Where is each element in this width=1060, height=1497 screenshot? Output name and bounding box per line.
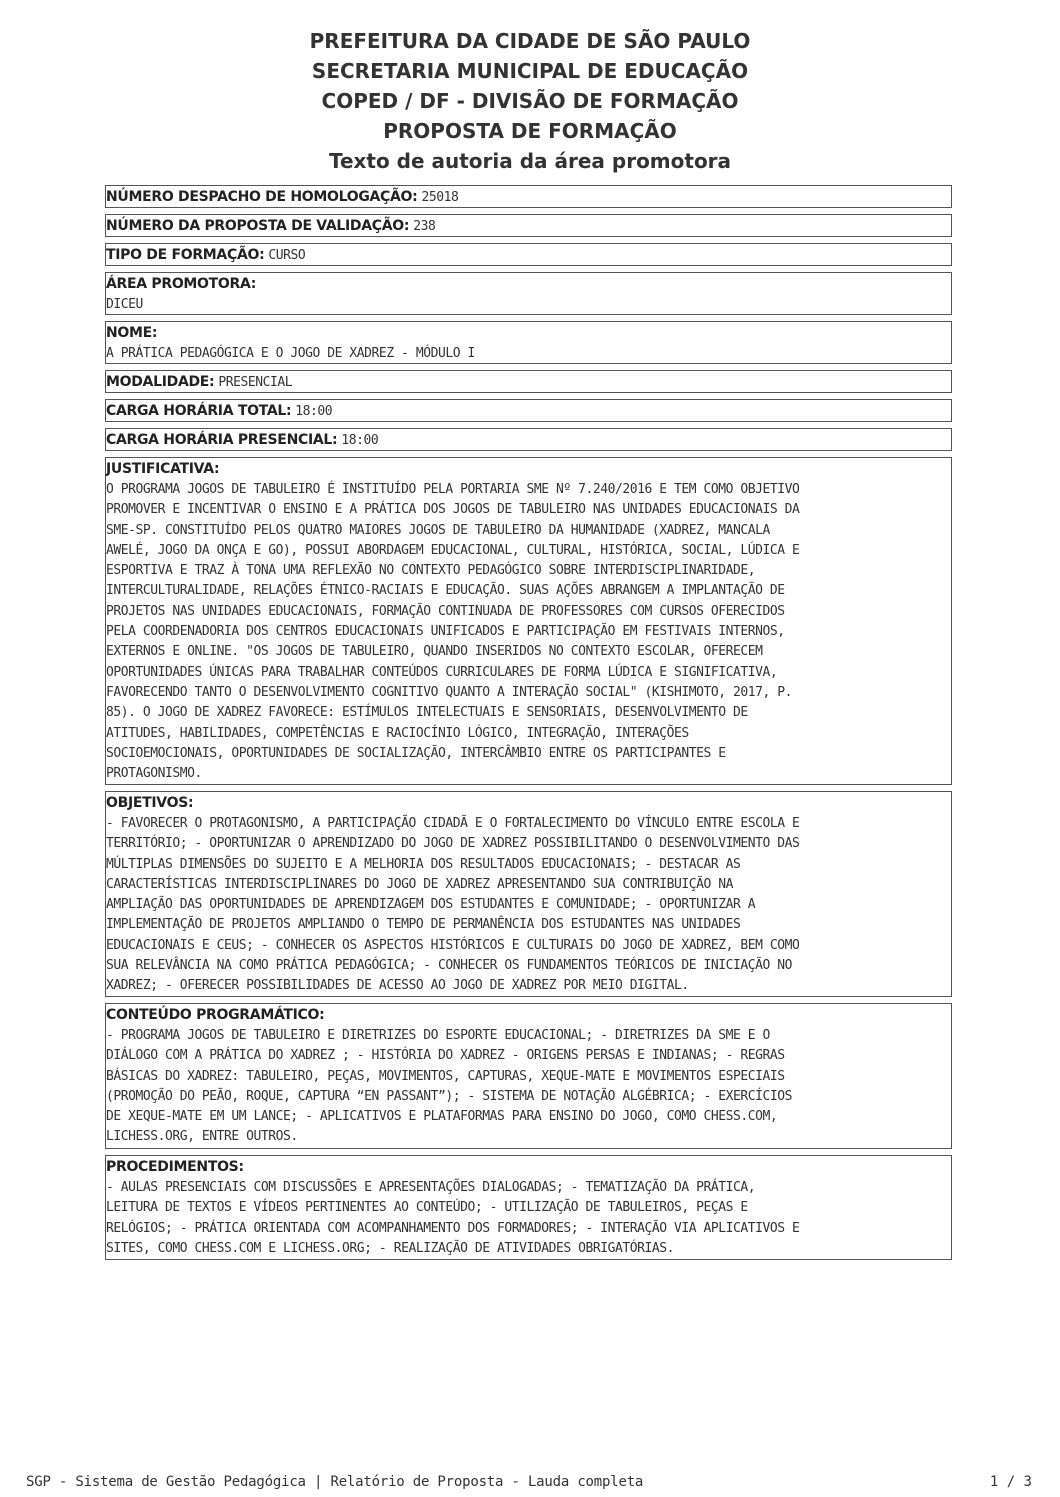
- field-label: MODALIDADE:: [106, 374, 215, 390]
- field-label: CARGA HORÁRIA TOTAL:: [106, 403, 292, 419]
- field-conteudo-programatico: [105, 1003, 952, 1149]
- field-area-promotora: [105, 272, 952, 315]
- field-value: 25018: [421, 190, 459, 205]
- header-secretaria: SECRETARIA MUNICIPAL DE EDUCAÇÃO: [311, 59, 749, 83]
- proposal-fields: [105, 185, 952, 1266]
- field-tipo: [105, 243, 952, 266]
- field-modalidade: [105, 370, 952, 393]
- field-value: 18:00: [295, 404, 333, 419]
- field-label: ÁREA PROMOTORA:: [106, 276, 257, 292]
- field-label: PROCEDIMENTOS:: [106, 1159, 244, 1175]
- field-value: DICEU: [106, 297, 143, 312]
- footer-system-title: SGP - Sistema de Gestão Pedagógica | Relatório de Proposta - Lauda completa: [26, 1474, 644, 1490]
- field-justificativa: [105, 457, 952, 785]
- field-value: A PRÁTICA PEDAGÓGICA E O JOGO DE XADREZ - MÓDULO I: [106, 346, 475, 361]
- field-value: 238: [413, 219, 436, 234]
- field-proposta: [105, 214, 952, 237]
- header-proposta: PROPOSTA DE FORMAÇÃO: [383, 119, 677, 143]
- header-divisao: COPED / DF - DIVISÃO DE FORMAÇÃO: [321, 89, 739, 113]
- page-footer: [0, 1472, 1060, 1496]
- field-label: NÚMERO DA PROPOSTA DE VALIDAÇÃO:: [106, 218, 410, 234]
- field-label: CARGA HORÁRIA PRESENCIAL:: [106, 432, 338, 448]
- header-autoria: Texto de autoria da área promotora: [328, 149, 732, 173]
- field-carga-total: [105, 399, 952, 422]
- field-label: OBJETIVOS:: [106, 795, 194, 811]
- document-header: [0, 26, 1060, 176]
- field-label: NOME:: [106, 325, 158, 341]
- field-nome: [105, 321, 952, 364]
- field-value: O PROGRAMA JOGOS DE TABULEIRO É INSTITUÍDO PELA PORTARIA SME Nº 7.240/2016 E TEM COMO OBJETIVO PROMOVER E INCENTIVAR O ENSINO E A PRÁTICA DOS JOGOS DE TABULEIRO NAS UNIDADES EDUCACIONAIS DA SME-SP. CONSTITUÍDO PELOS QUATRO MAIORES JOGOS DE TABULEIRO DA HUMANIDADE (XADREZ, MANCALA AWELÉ, JOGO DA ONÇA E GO), POSSUI ABORDAGEM EDUCACIONAL, CULTURAL, HISTÓRICA, SOCIAL, LÚDICA E ESPORTIVA E TRAZ À TONA UMA REFLEXÃO NO CONTEXTO PEDAGÓGICO SOBRE INTERDISCIPLINARIDADE, INTERCULTURALIDADE, RELAÇÕES ÉTNICO-RACIAIS E EDUCAÇÃO. SUAS AÇÕES ABRANGEM A IMPLANTAÇÃO DE PROJETOS NAS UNIDADES EDUCACIONAIS, FORMAÇÃO CONTINUADA DE PROFESSORES COM CURSOS OFERECIDOS PELA COORDENADORIA DOS CENTROS EDUCACIONAIS UNIFICADOS E PARTICIPAÇÃO EM FESTIVAIS INTERNOS, EXTERNOS E ONLINE. "OS JOGOS DE TABULEIRO, QUANDO INSERIDOS NO CONTEXTO ESCOLAR, OFERECEM OPORTUNIDADES ÚNICAS PARA TRABALHAR CONTEÚDOS CURRICULARES DE FORMA LÚDICA E SIGNIFICATIVA, FAVORECENDO TANTO O DESENVOLVIMENTO COGNITIVO QUANTO A INTERAÇÃO SOCIAL" (KISHIMOTO, 2017, P. 85). O JOGO DE XADREZ FAVORECE: ESTÍMULOS INTELECTUAIS E SENSORIAIS, DESENVOLVIMENTO DE ATITUDES, HABILIDADES, COMPETÊNCIAS E RACIOCÍNIO LÓGICO, INTEGRAÇÃO, INTERAÇÕES SOCIOEMOCIONAIS, OPORTUNIDADES DE SOCIALIZAÇÃO, INTERCÂMBIO ENTRE OS PARTICIPANTES E PROTAGONISMO.: [106, 482, 800, 782]
- field-value: - AULAS PRESENCIAIS COM DISCUSSÕES E APRESENTAÇÕES DIALOGADAS; - TEMATIZAÇÃO DA PRÁTICA, LEITURA DE TEXTOS E VÍDEOS PERTINENTES AO CONTEÚDO; - UTILIZAÇÃO DE TABULEIROS, PEÇAS E RELÓGIOS; - PRÁTICA ORIENTADA COM ACOMPANHAMENTO DOS FORMADORES; - INTERAÇÃO VIA APLICATIVOS E SITES, COMO CHESS.COM E LICHESS.ORG; - REALIZAÇÃO DE ATIVIDADES OBRIGATÓRIAS.: [106, 1180, 800, 1256]
- field-carga-presencial: [105, 428, 952, 451]
- field-value: - FAVORECER O PROTAGONISMO, A PARTICIPAÇÃO CIDADÃ E O FORTALECIMENTO DO VÍNCULO ENTRE ESCOLA E TERRITÓRIO; - OPORTUNIZAR O APRENDIZADO DO JOGO DE XADREZ POSSIBILITANDO O DESENVOLVIMENTO DAS MÚLTIPLAS DIMENSÕES DO SUJEITO E A MELHORIA DOS RESULTADOS EDUCACIONAIS; - DESTACAR AS CARACTERÍSTICAS INTERDISCIPLINARES DO JOGO DE XADREZ APRESENTANDO SUA CONTRIBUIÇÃO NA AMPLIAÇÃO DAS OPORTUNIDADES DE APRENDIZAGEM DOS ESTUDANTES E COMUNIDADE; - OPORTUNIZAR A IMPLEMENTAÇÃO DE PROJETOS AMPLIANDO O TEMPO DE PERMANÊNCIA DOS ESTUDANTES NAS UNIDADES EDUCACIONAIS E CEUS; - CONHECER OS ASPECTOS HISTÓRICOS E CULTURAIS DO JOGO DE XADREZ, BEM COMO SUA RELEVÂNCIA NA COMO PRÁTICA PEDAGÓGICA; - CONHECER OS FUNDAMENTOS TEÓRICOS DE INICIAÇÃO NO XADREZ; - OFERECER POSSIBILIDADES DE ACESSO AO JOGO DE XADREZ POR MEIO DIGITAL.: [106, 816, 800, 994]
- field-label: JUSTIFICATIVA:: [106, 461, 220, 477]
- header-prefeitura: PREFEITURA DA CIDADE DE SÃO PAULO: [309, 29, 751, 53]
- field-label: TIPO DE FORMAÇÃO:: [106, 247, 265, 263]
- field-value: 18:00: [341, 433, 379, 448]
- field-value: CURSO: [268, 248, 306, 263]
- field-procedimentos: [105, 1155, 952, 1260]
- field-label: NÚMERO DESPACHO DE HOMOLOGAÇÃO:: [106, 189, 418, 205]
- page-number: 1 / 3: [989, 1474, 1032, 1490]
- field-label: CONTEÚDO PROGRAMÁTICO:: [106, 1007, 325, 1023]
- field-value: - PROGRAMA JOGOS DE TABULEIRO E DIRETRIZES DO ESPORTE EDUCACIONAL; - DIRETRIZES DA SME E O DIÁLOGO COM A PRÁTICA DO XADREZ ; - HISTÓRIA DO XADREZ - ORIGENS PERSAS E INDIANAS; - REGRAS BÁSICAS DO XADREZ: TABULEIRO, PEÇAS, MOVIMENTOS, CAPTURAS, XEQUE-MATE E MOVIMENTOS ESPECIAIS (PROMOÇÃO DO PEÃO, ROQUE, CAPTURA “EN PASSANT”); - SISTEMA DE NOTAÇÃO ALGÉBRICA; - EXERCÍCIOS DE XEQUE-MATE EM UM LANCE; - APLICATIVOS E PLATAFORMAS PARA ENSINO DO JOGO, COMO CHESS.COM, LICHESS.ORG, ENTRE OUTROS.: [106, 1028, 793, 1145]
- field-value: PRESENCIAL: [218, 375, 293, 390]
- field-objetivos: [105, 791, 952, 997]
- field-despacho: [105, 185, 952, 208]
